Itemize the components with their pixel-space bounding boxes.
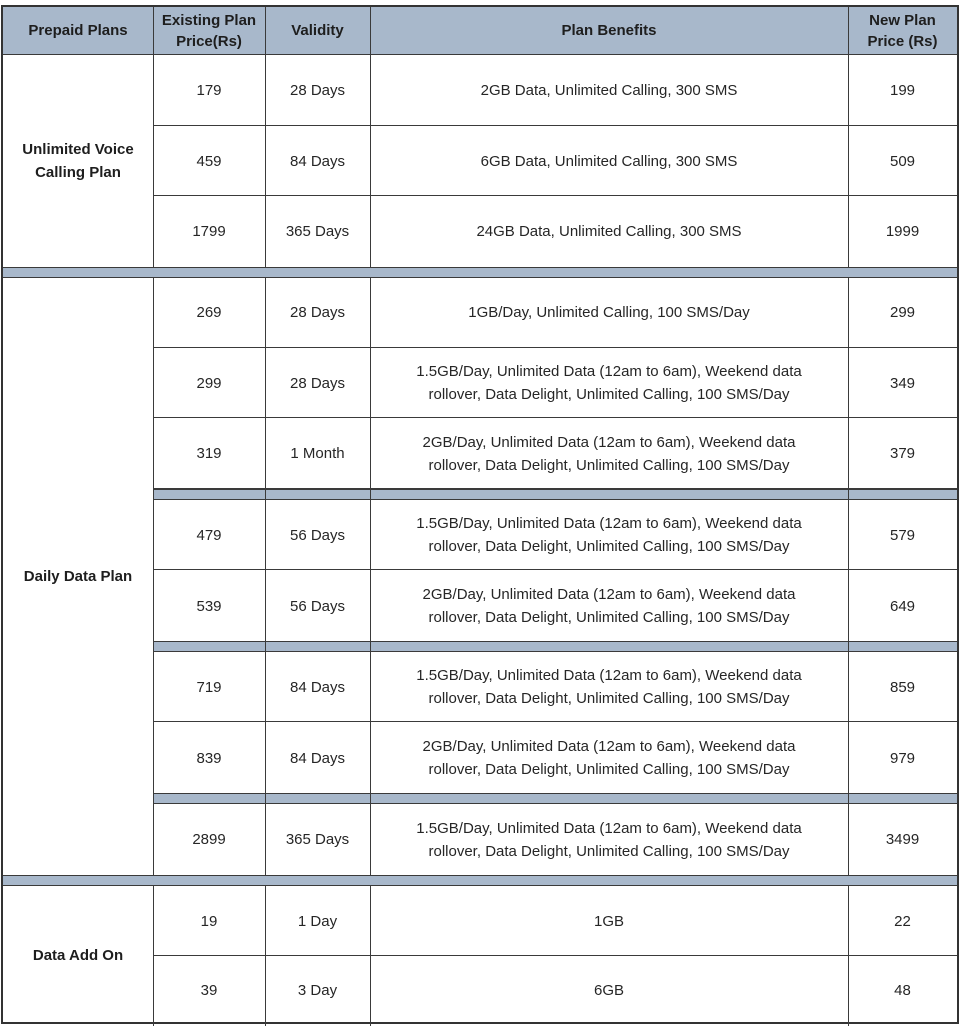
cell-text-line: 2GB/Day, Unlimited Data (12am to 6am), Weekend data [422, 433, 796, 451]
group-name [24, 565, 132, 588]
cell-text-line: 2GB Data, Unlimited Calling, 300 SMS [480, 82, 738, 99]
new-price-cell: 22 [894, 912, 911, 930]
new-price-cell: 379 [889, 445, 916, 462]
benefits-text [476, 220, 741, 243]
header-existing-price [153, 7, 265, 54]
cell-text-line: 6GB [593, 981, 624, 999]
cell-text-line: 2GB/Day, Unlimited Data (12am to 6am), Weekend data [422, 738, 796, 755]
existing-price-cell: 319 [196, 445, 222, 462]
new-price-cell: 859 [889, 678, 916, 696]
cell-text-line: Existing Plan [161, 11, 257, 29]
validity-cell: 1 Day [297, 912, 338, 930]
benefits-text [423, 735, 796, 781]
group-label [3, 886, 153, 1024]
benefits-cell [370, 886, 848, 956]
new-price-cell: 579 [889, 526, 916, 544]
cell-text-line: 1.5GB/Day, Unlimited Data (12am to 6am), Weekend data [416, 515, 802, 532]
new-price-cell: 1999 [885, 223, 920, 240]
validity-cell: 1 Month [290, 445, 345, 462]
header-label [561, 20, 656, 41]
cell-text-line: Daily Data Plan [23, 567, 133, 585]
validity-cell: 28 Days [289, 82, 346, 99]
group-label [3, 277, 153, 875]
existing-price-cell: 719 [196, 678, 222, 696]
validity-cell: 365 Days [285, 831, 350, 848]
header-label [162, 10, 256, 52]
column-divider [848, 7, 849, 1026]
cell-text-line: Price (Rs) [867, 32, 938, 50]
benefits-cell [370, 418, 848, 489]
benefits-cell [370, 722, 848, 794]
validity-cell: 84 Days [289, 678, 346, 696]
cell-text-line: 1.5GB/Day, Unlimited Data (12am to 6am), Weekend data [416, 667, 802, 684]
benefits-cell [370, 570, 848, 642]
group-name [33, 944, 123, 967]
column-divider [370, 7, 371, 1026]
benefits-cell [370, 956, 848, 1024]
existing-price-cell: 299 [196, 374, 222, 392]
validity-cell: 28 Days [289, 374, 346, 392]
benefits-text [594, 979, 624, 1002]
cell-text-line: rollover, Data Delight, Unlimited Calling, 100 SMS/Day [428, 842, 790, 860]
cell-text-line: rollover, Data Delight, Unlimited Calling, 100 SMS/Day [428, 386, 790, 403]
benefits-text [468, 301, 750, 324]
cell-text-line: rollover, Data Delight, Unlimited Calling, 100 SMS/Day [428, 456, 790, 474]
benefits-text [416, 664, 801, 710]
header-label [867, 10, 937, 52]
benefits-text [481, 79, 738, 102]
header-validity [265, 7, 370, 54]
column-divider [153, 7, 154, 1026]
section-separator-overlay [3, 875, 957, 886]
header-new-price [848, 7, 957, 54]
cell-text-line: Prepaid Plans [28, 22, 128, 39]
cell-text-line: 1GB [593, 912, 624, 930]
benefits-cell [370, 348, 848, 418]
new-price-cell: 509 [889, 152, 916, 170]
cell-text-line: Calling Plan [35, 164, 121, 181]
benefits-cell [370, 500, 848, 570]
existing-price-cell: 459 [196, 152, 222, 170]
section-separator-overlay [3, 267, 957, 278]
cell-text-line: Price(Rs) [176, 32, 242, 50]
cell-text-line: 2GB/Day, Unlimited Data (12am to 6am), Weekend data [422, 586, 796, 603]
cell-text-line: 1.5GB/Day, Unlimited Data (12am to 6am), Weekend data [416, 363, 802, 380]
cell-text-line: rollover, Data Delight, Unlimited Calling, 100 SMS/Day [428, 761, 790, 778]
cell-text-line: Plan Benefits [561, 22, 657, 39]
new-price-cell: 349 [889, 374, 916, 392]
benefits-text [423, 431, 796, 477]
benefits-text [416, 360, 801, 406]
benefits-cell [370, 196, 848, 267]
validity-cell: 3 Day [297, 981, 338, 999]
new-price-cell: 649 [889, 597, 916, 615]
header-prepaid-plans [3, 7, 153, 54]
existing-price-cell: 179 [196, 82, 222, 99]
validity-cell: 56 Days [289, 526, 346, 544]
validity-cell: 84 Days [289, 152, 346, 170]
benefits-cell [370, 55, 848, 126]
plans-table [1, 5, 959, 1024]
subsection-separator [153, 641, 957, 652]
validity-cell: 28 Days [289, 304, 346, 321]
existing-price-cell: 39 [200, 981, 218, 999]
benefits-cell [370, 126, 848, 196]
benefits-text [481, 150, 738, 173]
existing-price-cell: 19 [200, 912, 218, 930]
existing-price-cell: 839 [196, 749, 222, 767]
cell-text-line: 1GB/Day, Unlimited Calling, 100 SMS/Day [468, 304, 750, 321]
new-price-cell: 979 [889, 749, 916, 767]
cell-text-line: rollover, Data Delight, Unlimited Calling, 100 SMS/Day [428, 690, 790, 707]
cell-text-line: New Plan [869, 11, 936, 29]
benefits-cell [370, 277, 848, 348]
benefits-cell [370, 804, 848, 875]
cell-text-line: rollover, Data Delight, Unlimited Calling, 100 SMS/Day [428, 609, 790, 626]
cell-text-line: 1.5GB/Day, Unlimited Data (12am to 6am), Weekend data [416, 819, 802, 837]
benefits-cell [370, 652, 848, 722]
cell-text-line: Unlimited Voice [22, 141, 134, 158]
existing-price-cell: 539 [196, 597, 222, 615]
cell-text-line: Data Add On [32, 946, 124, 964]
validity-cell: 56 Days [289, 597, 346, 615]
validity-cell: 84 Days [289, 749, 346, 767]
header-plan-benefits [370, 7, 848, 54]
group-label [3, 55, 153, 267]
new-price-cell: 199 [889, 82, 916, 99]
cell-text-line: Validity [291, 22, 344, 39]
existing-price-cell: 479 [196, 526, 222, 544]
header-label [28, 20, 127, 41]
benefits-text [423, 583, 796, 629]
benefits-text [416, 817, 801, 863]
new-price-cell: 48 [894, 981, 911, 999]
existing-price-cell: 269 [196, 304, 222, 321]
benefits-text [416, 512, 801, 558]
existing-price-cell: 1799 [192, 223, 226, 240]
benefits-text [594, 910, 624, 933]
cell-text-line: 6GB Data, Unlimited Calling, 300 SMS [480, 152, 738, 170]
new-price-cell: 3499 [885, 831, 920, 848]
group-name [22, 138, 133, 184]
existing-price-cell: 2899 [192, 831, 226, 848]
subsection-separator [153, 489, 957, 500]
new-price-cell: 299 [889, 304, 916, 321]
cell-text-line: rollover, Data Delight, Unlimited Calling, 100 SMS/Day [428, 538, 790, 555]
subsection-separator [153, 793, 957, 804]
header-label [291, 20, 344, 41]
cell-text-line: 24GB Data, Unlimited Calling, 300 SMS [476, 223, 742, 240]
validity-cell: 365 Days [285, 223, 350, 240]
column-divider [265, 7, 266, 1026]
